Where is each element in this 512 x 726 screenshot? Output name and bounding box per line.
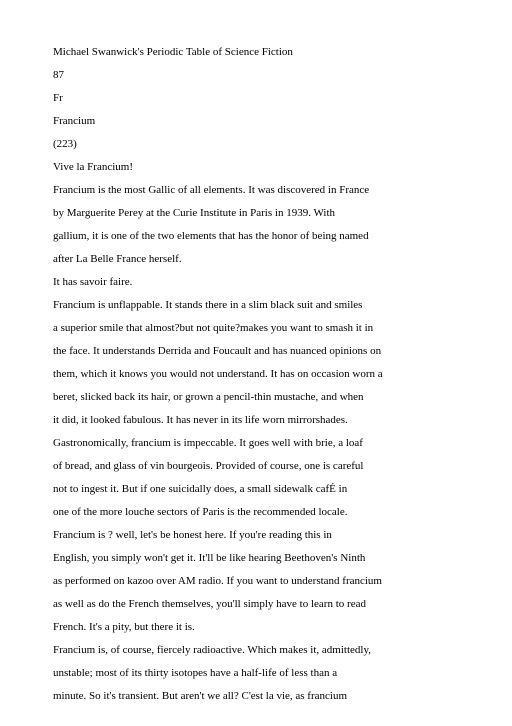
text-line: gallium, it is one of the two elements that has the honor of being named xyxy=(53,230,369,242)
text-line: Francium is the most Gallic of all elements. It was discovered in France xyxy=(53,184,370,196)
text-line: one of the more louche sectors of Paris is the recommended locale. xyxy=(53,506,348,518)
text-line: Francium is ? well, let's be honest here. If you're reading this in xyxy=(53,529,332,541)
text-line: as performed on kazoo over AM radio. If you want to understand francium xyxy=(53,575,382,587)
text-line: beret, slicked back its hair, or grown a pencil-thin mustache, and when xyxy=(53,391,364,403)
atomic-number: 87 xyxy=(53,69,64,81)
element-symbol: Fr xyxy=(53,92,63,104)
text-line: Francium is, of course, fiercely radioactive. Which makes it, admittedly, xyxy=(53,644,371,656)
text-line: English, you simply won't get it. It'll be like hearing Beethoven's Ninth xyxy=(53,552,366,564)
text-line: unstable; most of its thirty isotopes have a half-life of less than a xyxy=(53,667,338,679)
text-line: after La Belle France herself. xyxy=(53,253,182,265)
text-line: of bread, and glass of vin bourgeois. Provided of course, one is careful xyxy=(53,460,364,472)
text-line: not to ingest it. But if one suicidally does, a small sidewalk cafÉ in xyxy=(53,483,348,495)
document-header: Michael Swanwick's Periodic Table of Science Fiction xyxy=(53,46,293,58)
text-line: by Marguerite Perey at the Curie Institute in Paris in 1939. With xyxy=(53,207,336,219)
document-text xyxy=(53,41,493,708)
atomic-weight: (223) xyxy=(53,138,77,150)
element-name: Francium xyxy=(53,115,96,127)
text-line: minute. So it's transient. But aren't we all? C'est la vie, as francium xyxy=(53,690,348,702)
text-line: Francium is unflappable. It stands there in a slim black suit and smiles xyxy=(53,299,363,311)
text-line: a superior smile that almost?but not quite?makes you want to smash it in xyxy=(53,322,374,334)
text-line: It has savoir faire. xyxy=(53,276,133,288)
text-line: French. It's a pity, but there it is. xyxy=(53,621,195,633)
text-line: as well as do the French themselves, you'll simply have to learn to read xyxy=(53,598,366,610)
text-line: it did, it looked fabulous. It has never in its life worn mirrorshades. xyxy=(53,414,348,426)
text-line: the face. It understands Derrida and Foucault and has nuanced opinions on xyxy=(53,345,382,357)
text-line: them, which it knows you would not understand. It has on occasion worn a xyxy=(53,368,383,380)
text-line: Gastronomically, francium is impeccable. It goes well with brie, a loaf xyxy=(53,437,363,449)
essay-title: Vive la Francium! xyxy=(53,161,133,173)
